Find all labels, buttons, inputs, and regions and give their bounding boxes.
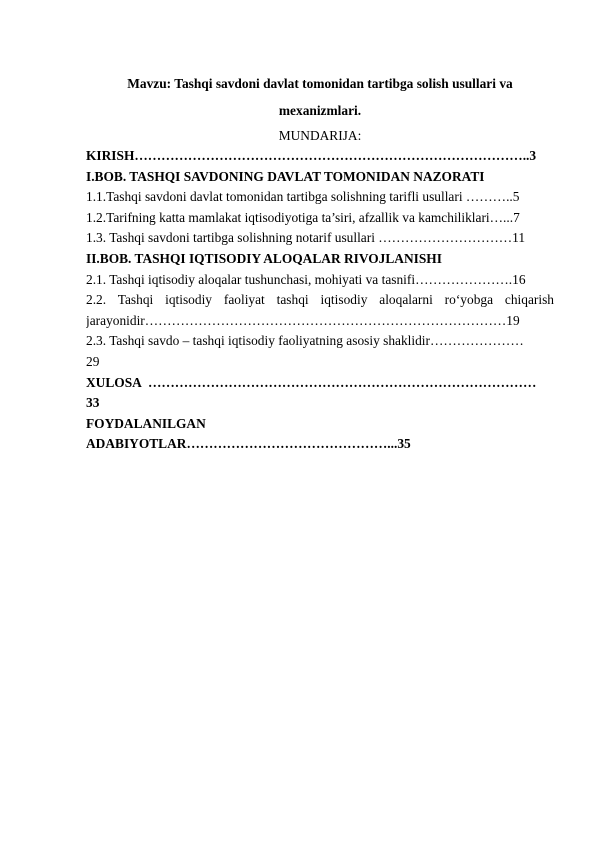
toc-item-2-3-line-1: 2.3. Tashqi savdo – tashqi iqtisodiy faoliyatning asosiy shaklidir…………………	[86, 333, 524, 349]
toc-item-2-3-line-2: 29	[86, 353, 100, 369]
toc-xulosa-dots: ……………………………………………………………………………	[148, 374, 537, 390]
toc-chapter-2: II.BOB. TASHQI IQTISODIY ALOQALAR RIVOJLANISHI	[86, 250, 442, 266]
title-line-1: Mavzu: Tashqi savdoni davlat tomonidan tartibga solish usullari va	[127, 76, 513, 91]
toc-references-line-2: ADABIYOTLAR………………………………………...35	[86, 436, 411, 452]
toc-chapter-1: I.BOB. TASHQI SAVDONING DAVLAT TOMONIDAN NAZORATI	[86, 168, 485, 184]
toc-item-2-1: 2.1. Tashqi iqtisodiy aloqalar tushunchasi, mohiyati va tasnifi………………….16	[86, 271, 526, 287]
document-title	[86, 70, 554, 124]
toc-references-line-1: FOYDALANILGAN	[86, 415, 206, 431]
toc-item-2-2-line-2: jarayonidir………………………………………………………………………19	[86, 312, 520, 328]
toc-item-1-3: 1.3. Tashqi savdoni tartibga solishning notarif usullari …………………………11	[86, 230, 526, 246]
toc-item-1-1: 1.1.Tashqi savdoni davlat tomonidan tartibga solishning tarifli usullari ………..5	[86, 189, 520, 205]
toc-item-2-2-line-1: 2.2. Tashqi iqtisodiy faoliyat tashqi iqtisodiy aloqalarni ro‘yobga chiqarish	[86, 292, 554, 308]
toc-xulosa-page: 33	[86, 395, 100, 411]
contents-heading: MUNDARIJA:	[278, 128, 362, 143]
toc-item-1-2: 1.2.Tarifning katta mamlakat iqtisodiyotiga ta’siri, afzallik va kamchiliklari…...7	[86, 209, 520, 225]
toc-xulosa	[86, 373, 554, 394]
toc-xulosa-label: XULOSA	[86, 374, 142, 390]
document-content	[86, 70, 554, 455]
title-line-2: mexanizmlari.	[278, 103, 362, 118]
toc-kirish: KIRISH……………………………………………………………………………..3	[86, 148, 537, 163]
